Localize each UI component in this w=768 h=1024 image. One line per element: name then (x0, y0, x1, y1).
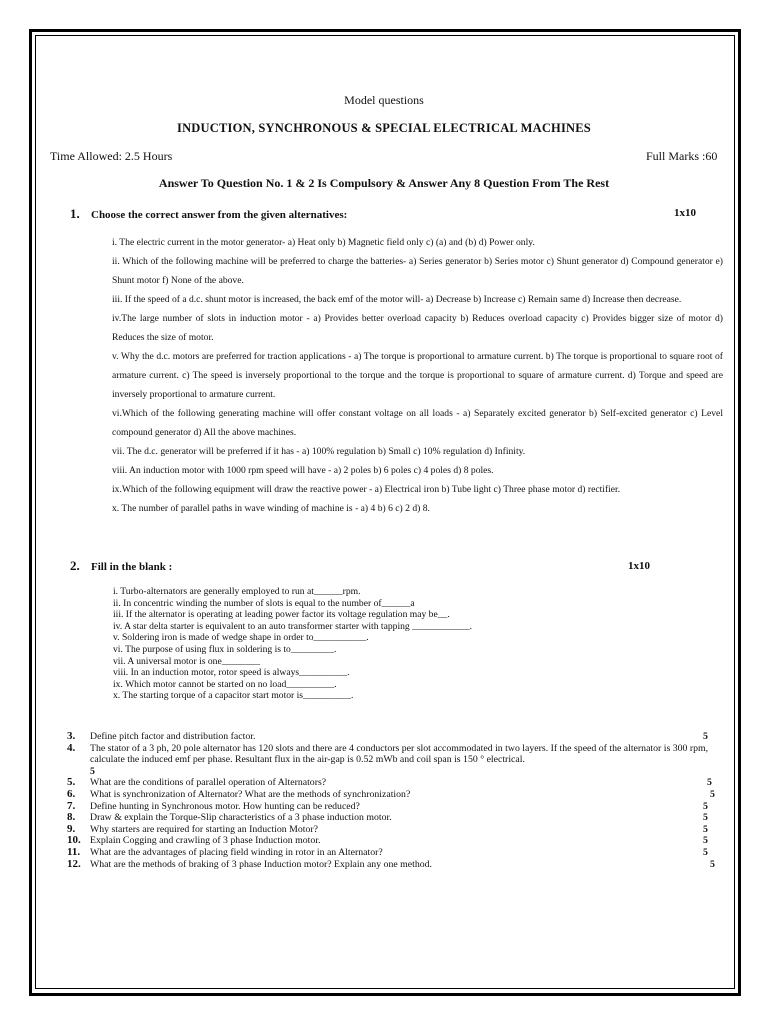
list-item: iii. If the alternator is operating at leading power factor its voltage regulation may be__. (113, 609, 450, 621)
question-number: 5. (67, 776, 76, 789)
long-questions-list (67, 731, 727, 870)
question-text: What are the conditions of parallel operation of Alternators? (90, 777, 327, 789)
question-text: What are the methods of braking of 3 phase Induction motor? Explain any one method. (90, 858, 432, 870)
question-5 (67, 777, 727, 789)
list-item: viii. In an induction motor, rotor speed is always__________. (113, 667, 350, 679)
q2-heading (70, 558, 172, 574)
list-item: iv.The large number of slots in induction motor - a) Provides better overload capacity b) Reduces overload capacity c) Provides bigger size of motor d) Reduces the size of motor. (112, 313, 723, 343)
question-number: 11. (67, 845, 81, 858)
question-marks: 5 (703, 835, 708, 847)
question-marks: 5 (703, 846, 708, 858)
list-item: vi.Which of the following generating machine will offer constant voltage on all loads - a) Separately excited generator b) Self-excited generator c) Level compound generator d) All the above machines. (112, 408, 723, 438)
question-number: 7. (67, 799, 76, 812)
q2-title: Fill in the blank : (91, 561, 173, 573)
list-item: vi. The purpose of using flux in soldering is to_________. (113, 643, 337, 655)
exam-instruction: Answer To Question No. 1 & 2 Is Compulsory & Answer Any 8 Question From The Rest (158, 176, 610, 190)
question-marks: 5 (710, 858, 715, 870)
question-text: What are the advantages of placing field winding in rotor in an Alternator? (90, 846, 383, 858)
question-11 (67, 847, 727, 859)
question-marks: 5 (703, 812, 708, 824)
full-marks: Full Marks :60 (646, 149, 718, 163)
q1-number: 1. (70, 206, 80, 221)
list-item: vii. A universal motor is one________ (113, 655, 261, 667)
q2-marks: 1x10 (628, 560, 650, 572)
list-item: ix. Which motor cannot be started on no load__________. (113, 678, 337, 690)
list-item: viii. An induction motor with 1000 rpm speed will have - a) 2 poles b) 6 poles c) 4 poles d) 8 poles. (112, 465, 494, 476)
q1-marks: 1x10 (674, 207, 696, 219)
question-9 (67, 824, 727, 836)
question-text: Why starters are required for starting an Induction Motor? (90, 823, 318, 835)
q2-blanks-list (113, 586, 673, 702)
q1-options-list (112, 233, 723, 518)
question-number: 12. (67, 857, 81, 870)
list-item: i. The electric current in the motor generator- a) Heat only b) Magnetic field only c) (a) and (b) d) Power only. (112, 237, 535, 248)
question-number: 4. (67, 741, 76, 754)
question-marks: 5 (703, 731, 708, 742)
question-number: 6. (67, 787, 76, 800)
question-number: 9. (67, 822, 76, 835)
question-6 (67, 789, 727, 801)
question-text: Define hunting in Synchronous motor. How hunting can be reduced? (90, 800, 360, 812)
q1-heading (70, 206, 347, 222)
question-12 (67, 859, 727, 871)
question-3 (67, 731, 727, 743)
question-marks: 5 (710, 788, 715, 800)
list-item: iii. If the speed of a d.c. shunt motor is increased, the back emf of the motor will- a) Decrease b) Increase c) Remain same d) Increase then decrease. (112, 294, 682, 305)
list-item: v. Why the d.c. motors are preferred for traction applications - a) The torque is proportional to armature current. b) The torque is proportional to square root of armature current. c) The speed is inversely proportional to the torque and the torque is proportional to square of armature current. d) Torque and speed are inversely proportional to armature current. (112, 351, 723, 400)
list-item: v. Soldering iron is made of wedge shape in order to___________. (113, 632, 369, 644)
question-number: 3. (67, 730, 76, 742)
list-item: ix.Which of the following equipment will draw the reactive power - a) Electrical iron b) Tube light c) Three phase motor d) rectifier. (112, 484, 621, 495)
question-8 (67, 812, 727, 824)
question-text: Explain Cogging and crawling of 3 phase Induction motor. (90, 835, 321, 847)
question-text: The stator of a 3 ph, 20 pole alternator has 120 slots and there are 4 conductors per slot accommodated in two layers. If the speed of the alternator is 300 rpm, calculate the induced emf per phase. Resultant flux in the air-gap is 0.52 mWb and coil span is 150 ° electrical. (90, 742, 709, 766)
question-text: Draw & explain the Torque-Slip characteristics of a 3 phase induction motor. (90, 812, 392, 824)
list-item: ii. Which of the following machine will be preferred to charge the batteries- a) Series generator b) Series motor c) Shunt generator d) Compound generator e) Shunt motor f) None of the above. (112, 256, 723, 286)
question-text: What is synchronization of Alternator? What are the methods of synchronization? (90, 788, 411, 800)
exam-title: INDUCTION, SYNCHRONOUS & SPECIAL ELECTRICAL MACHINES (177, 121, 591, 135)
list-item: iv. A star delta starter is equivalent to an auto transformer starter with tapping ____________. (113, 620, 473, 632)
list-item: i. Turbo-alternators are generally employed to run at______rpm. (113, 586, 361, 597)
list-item: x. The starting torque of a capacitor start motor is__________. (113, 690, 354, 702)
question-text: Define pitch factor and distribution factor. (90, 731, 256, 742)
question-7 (67, 801, 727, 813)
question-marks: 5 (703, 800, 708, 812)
list-item: vii. The d.c. generator will be preferred if it has - a) 100% regulation b) Small c) 10% regulation d) Infinity. (112, 446, 526, 457)
question-number: 8. (67, 811, 76, 824)
question-10 (67, 835, 727, 847)
question-marks: 5 (707, 777, 712, 789)
question-marks: 5 (703, 823, 708, 835)
list-item: ii. In concentric winding the number of slots is equal to the number of______a (113, 597, 415, 609)
question-number: 10. (67, 834, 81, 847)
time-allowed: Time Allowed: 2.5 Hours (50, 149, 173, 163)
model-questions-label: Model questions (344, 93, 424, 107)
list-item: x. The number of parallel paths in wave winding of machine is - a) 4 b) 6 c) 2 d) 8. (112, 503, 430, 514)
q1-title: Choose the correct answer from the given alternatives: (91, 209, 348, 221)
q2-number: 2. (70, 558, 80, 573)
question-marks: 5 (90, 765, 95, 777)
question-4 (67, 743, 727, 778)
